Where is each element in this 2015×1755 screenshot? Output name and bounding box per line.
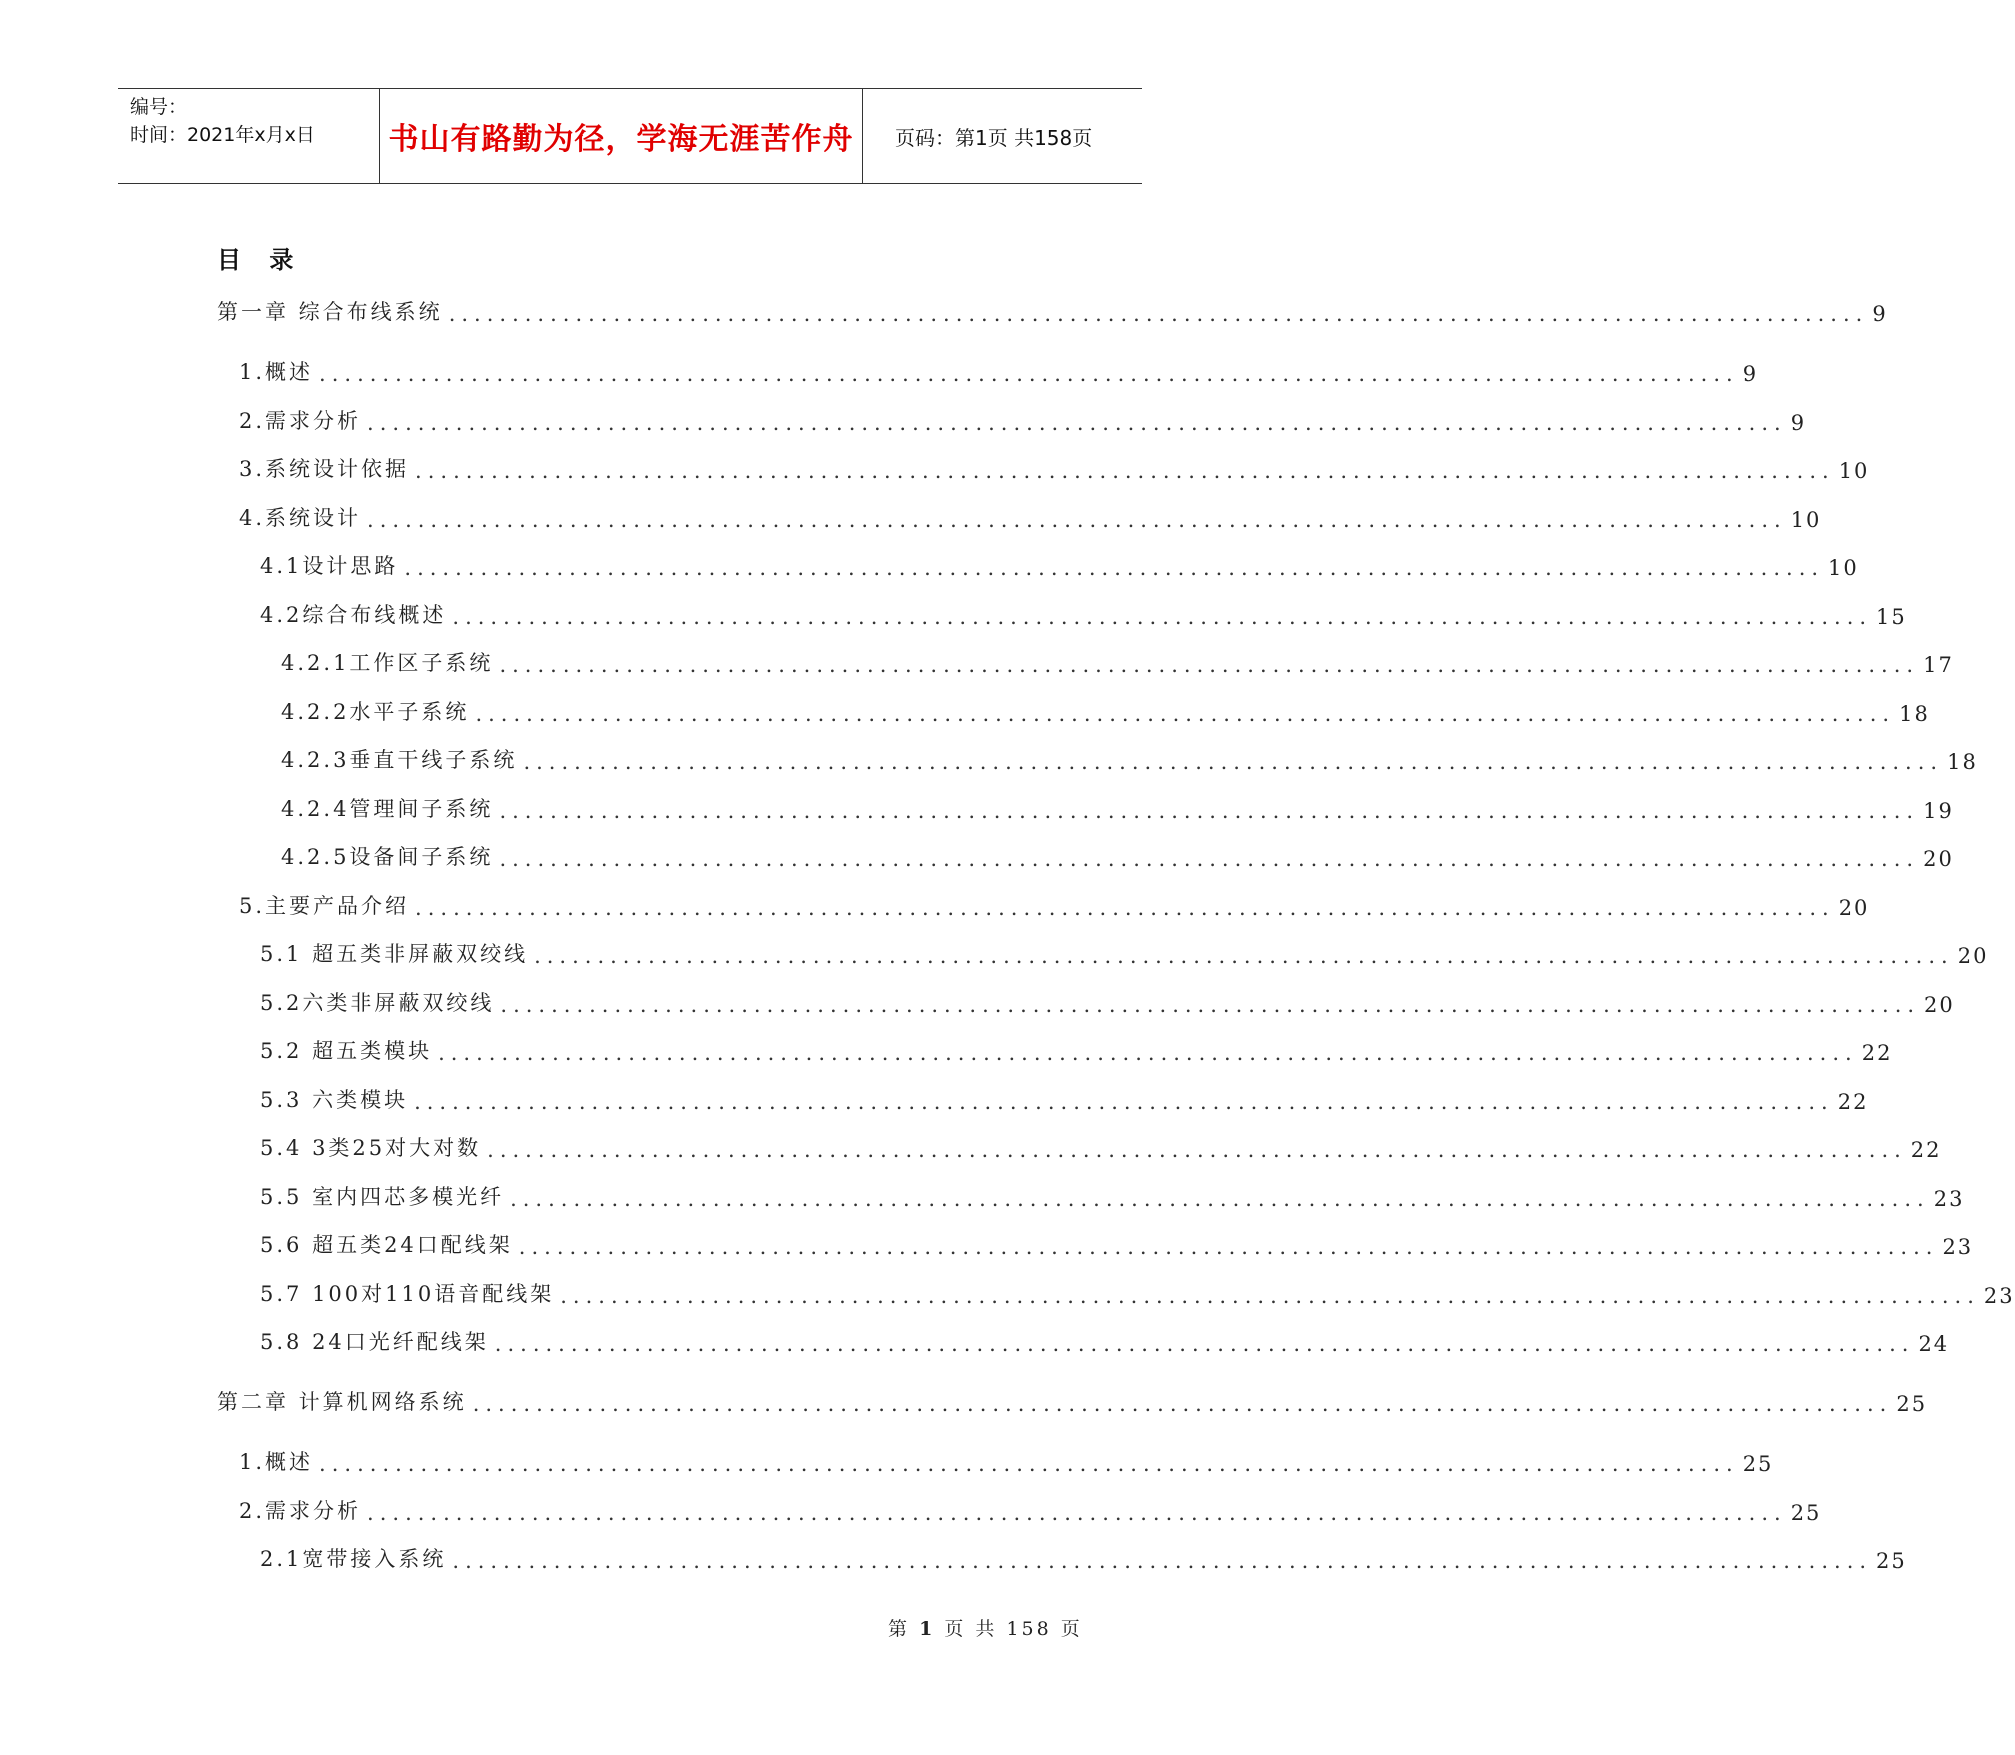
toc-entry-title: 4.2.1工作区子系统 xyxy=(281,651,494,675)
toc-entry-title: 4.2.2水平子系统 xyxy=(281,700,470,724)
toc-entry-title: 2.需求分析 xyxy=(239,1499,362,1523)
toc-entry-page: 18 xyxy=(1899,702,1930,726)
footer-suffix: 页 xyxy=(1060,1618,1083,1640)
toc-entry-title: 4.2.3垂直干线子系统 xyxy=(281,748,518,772)
toc-entry-title: 4.2综合布线概述 xyxy=(260,603,447,627)
toc-leader-dots: ................................................................................................................ xyxy=(367,411,1787,435)
toc-leader-dots: ................................................................................................................ xyxy=(415,459,1835,483)
toc-entry-page: 20 xyxy=(1924,993,1955,1017)
toc-entry-title: 5.3 六类模块 xyxy=(260,1088,409,1112)
toc-entry[interactable] xyxy=(260,1229,1974,1259)
toc-entry-title: 5.主要产品介绍 xyxy=(239,894,410,918)
toc-entry[interactable] xyxy=(260,987,1955,1017)
toc-entry-page: 9 xyxy=(1872,302,1888,326)
toc-entry[interactable] xyxy=(260,1326,1950,1356)
footer-page-number: 1 xyxy=(919,1618,936,1640)
toc-entry-title: 2.需求分析 xyxy=(239,409,362,433)
toc-entry-page: 22 xyxy=(1837,1090,1869,1114)
toc-entry[interactable] xyxy=(260,1543,1907,1573)
toc-leader-dots: ................................................................................................................ xyxy=(560,1284,1980,1308)
toc-entry-title: 1.概述 xyxy=(239,360,314,384)
toc-entry[interactable] xyxy=(217,296,1888,326)
toc-entry-page: 25 xyxy=(1876,1549,1907,1573)
toc-entry-title: 5.4 3类25对大对数 xyxy=(260,1136,482,1160)
toc-entry[interactable] xyxy=(239,502,1822,532)
toc-entry[interactable] xyxy=(281,841,1954,871)
toc-leader-dots: ................................................................................................................ xyxy=(494,1332,1915,1356)
toc-entry-page: 25 xyxy=(1742,1452,1774,1476)
footer-prefix: 第 xyxy=(888,1618,911,1640)
toc-entry[interactable] xyxy=(260,1084,1869,1114)
toc-leader-dots: ................................................................................................................ xyxy=(475,702,1896,726)
toc-leader-dots: ................................................................................................................ xyxy=(499,653,1920,677)
toc-entry[interactable] xyxy=(260,550,1859,580)
toc-entry-page: 15 xyxy=(1876,605,1907,629)
toc-entry[interactable] xyxy=(239,890,1870,920)
toc-entry-page: 25 xyxy=(1790,1501,1822,1525)
toc-entry-page: 22 xyxy=(1910,1138,1942,1162)
toc-leader-dots: ................................................................................................................ xyxy=(499,799,1920,823)
toc-entry[interactable] xyxy=(281,696,1930,726)
toc-entry-title: 第二章 计算机网络系统 xyxy=(217,1390,467,1414)
toc-leader-dots: ................................................................................................................ xyxy=(448,302,1869,326)
toc-leader-dots: ................................................................................................................ xyxy=(319,1452,1739,1476)
toc-leader-dots: ................................................................................................................ xyxy=(499,847,1920,871)
toc-leader-dots: ................................................................................................................ xyxy=(510,1187,1930,1211)
toc-entry-page: 17 xyxy=(1923,653,1954,677)
toc-entry-title: 1.概述 xyxy=(239,1450,314,1474)
toc-entry-page: 23 xyxy=(1983,1284,2015,1308)
footer-middle: 页 共 xyxy=(944,1618,998,1640)
toc-leader-dots: ................................................................................................................ xyxy=(500,993,1921,1017)
toc-leader-dots: ................................................................................................................ xyxy=(319,362,1739,386)
toc-entry-page: 10 xyxy=(1790,508,1822,532)
toc-entry[interactable] xyxy=(239,1446,1774,1476)
toc-leader-dots: ................................................................................................................ xyxy=(404,556,1825,580)
toc-leader-dots: ................................................................................................................ xyxy=(534,944,1954,968)
toc-entry-title: 5.1 超五类非屏蔽双绞线 xyxy=(260,942,529,966)
toc-entry[interactable] xyxy=(260,1132,1942,1162)
toc-entry-title: 5.5 室内四芯多模光纤 xyxy=(260,1185,505,1209)
toc-entry-page: 20 xyxy=(1838,896,1870,920)
toc-entry[interactable] xyxy=(260,1278,2015,1308)
toc-leader-dots: ................................................................................................................ xyxy=(414,1090,1834,1114)
footer-total-pages: 158 xyxy=(1006,1618,1052,1640)
toc-entry-page: 10 xyxy=(1828,556,1859,580)
toc-leader-dots: ................................................................................................................ xyxy=(518,1235,1939,1259)
toc-entry-page: 25 xyxy=(1896,1392,1928,1416)
toc-entry-title: 第一章 综合布线系统 xyxy=(217,300,443,324)
toc-entry-title: 5.8 24口光纤配线架 xyxy=(260,1330,489,1354)
toc-entry-page: 18 xyxy=(1947,750,1978,774)
toc-entry-page: 10 xyxy=(1838,459,1870,483)
toc-entry-title: 5.2 超五类模块 xyxy=(260,1039,433,1063)
toc-entry-title: 5.7 100对110语音配线架 xyxy=(260,1282,555,1306)
toc-entry[interactable] xyxy=(239,405,1807,435)
toc-leader-dots: ................................................................................................................ xyxy=(367,508,1787,532)
toc-leader-dots: ................................................................................................................ xyxy=(452,1549,1873,1573)
toc-entry[interactable] xyxy=(260,1035,1893,1065)
toc-leader-dots: ................................................................................................................ xyxy=(452,605,1873,629)
document-number-label: 编号： xyxy=(130,96,188,118)
toc-leader-dots: ................................................................................................................ xyxy=(472,1392,1893,1416)
toc-entry[interactable] xyxy=(260,1181,1965,1211)
toc-leader-dots: ................................................................................................................ xyxy=(523,750,1944,774)
toc-entry-page: 24 xyxy=(1918,1332,1950,1356)
toc-entry-page: 20 xyxy=(1923,847,1954,871)
document-time-label: 时间：2021年x月x日 xyxy=(130,124,315,146)
toc-entry-title: 3.系统设计依据 xyxy=(239,457,410,481)
toc-entry-page: 9 xyxy=(1790,411,1807,435)
header-page-code: 页码：第1页 共158页 xyxy=(895,125,1093,150)
toc-leader-dots: ................................................................................................................ xyxy=(487,1138,1907,1162)
toc-entry-title: 4.系统设计 xyxy=(239,506,362,530)
toc-entry-page: 20 xyxy=(1957,944,1989,968)
toc-entry-title: 5.2六类非屏蔽双绞线 xyxy=(260,991,495,1015)
toc-entry[interactable] xyxy=(281,647,1954,677)
toc-entry-title: 5.6 超五类24口配线架 xyxy=(260,1233,513,1257)
toc-entry[interactable] xyxy=(217,1386,1928,1416)
toc-entry-title: 4.2.4管理间子系统 xyxy=(281,797,494,821)
toc-entry[interactable] xyxy=(281,793,1954,823)
toc-entry-page: 22 xyxy=(1861,1041,1893,1065)
toc-entry-title: 4.1设计思路 xyxy=(260,554,399,578)
toc-entry-page: 23 xyxy=(1942,1235,1974,1259)
toc-leader-dots: ................................................................................................................ xyxy=(415,896,1835,920)
toc-entry[interactable] xyxy=(239,453,1870,483)
toc-entry-title: 2.1宽带接入系统 xyxy=(260,1547,447,1571)
toc-entry[interactable] xyxy=(239,356,1759,386)
toc-entry-page: 19 xyxy=(1923,799,1954,823)
toc-entry[interactable] xyxy=(260,938,1989,968)
toc-title: 目 录 xyxy=(217,246,304,274)
toc-leader-dots: ................................................................................................................ xyxy=(438,1041,1858,1065)
toc-entry[interactable] xyxy=(239,1495,1822,1525)
toc-leader-dots: ................................................................................................................ xyxy=(367,1501,1787,1525)
toc-entry[interactable] xyxy=(281,744,1978,774)
toc-entry-title: 4.2.5设备间子系统 xyxy=(281,845,494,869)
header-motto: 书山有路勤为径，学海无涯苦作舟 xyxy=(388,122,854,157)
toc-entry-page: 23 xyxy=(1933,1187,1965,1211)
toc-entry[interactable] xyxy=(260,599,1907,629)
toc-entry-page: 9 xyxy=(1742,362,1759,386)
page-footer xyxy=(888,1614,1083,1641)
